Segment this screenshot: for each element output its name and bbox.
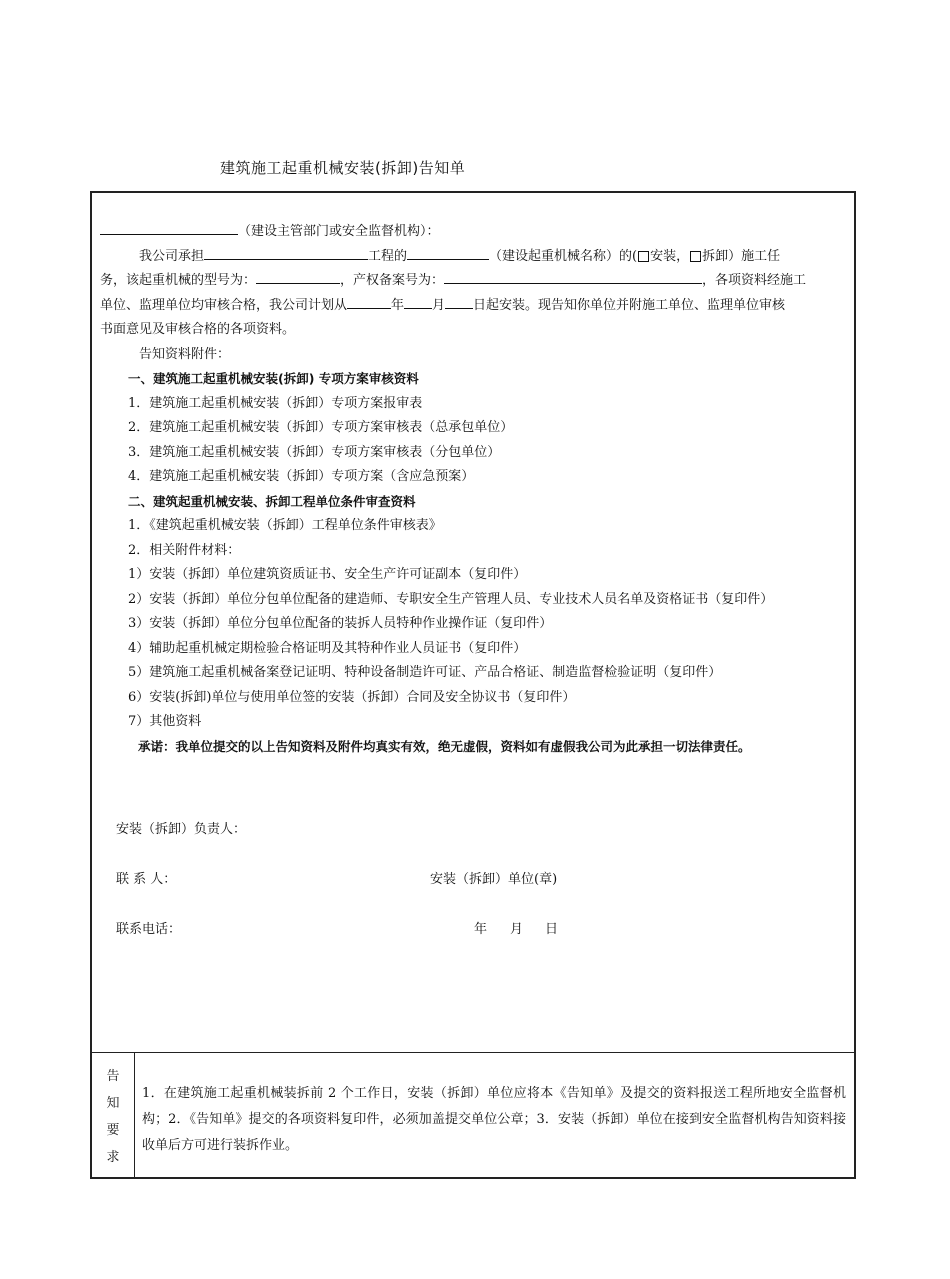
- promise-statement: 承诺：我单位提交的以上告知资料及附件均真实有效，绝无虚假，资料如有虚假我公司为此承担一切法律责任。: [138, 738, 751, 754]
- form-title: 建筑施工起重机械安装(拆卸)告知单: [220, 159, 466, 177]
- phone-label: 联系电话：: [116, 922, 182, 937]
- sign-day-label: 日: [545, 922, 559, 937]
- remove-checkbox[interactable]: [690, 251, 701, 262]
- section2-heading: 二、建筑起重机械安装、拆卸工程单位条件审查资料: [128, 493, 416, 509]
- label-char: 求: [106, 1150, 120, 1165]
- list-item: 2．建筑施工起重机械安装（拆卸）专项方案审核表（总承包单位）: [128, 420, 514, 435]
- notice-requirements-section: [92, 1053, 854, 1177]
- intro-line-1: [100, 245, 846, 270]
- section1-heading: 一、建筑施工起重机械安装(拆卸) 专项方案审核资料: [128, 371, 419, 386]
- month-field[interactable]: [404, 294, 432, 309]
- install-checkbox[interactable]: [638, 251, 649, 262]
- intro-text: 日起安装。现告知你单位并附施工单位、监理单位审核: [473, 297, 786, 313]
- addressee-line: [100, 220, 846, 245]
- intro-text: 单位、监理单位均审核合格，我公司计划从: [100, 297, 348, 313]
- list-item: 3）安装（拆卸）单位分包单位配备的装拆人员特种作业操作证（复印件）: [128, 616, 553, 631]
- remove-label: 拆卸）施工任: [702, 248, 781, 264]
- contact-person-label: 联 系 人：: [116, 872, 177, 887]
- authority-name-field[interactable]: [100, 220, 238, 235]
- year-field[interactable]: [347, 294, 391, 309]
- attachments-label: 告知资料附件：: [139, 346, 231, 362]
- list-item: 4．建筑施工起重机械安装（拆卸）专项方案（含应急预案）: [128, 469, 475, 484]
- intro-text: （建设起重机械名称）的(: [489, 248, 638, 264]
- list-item: 1．建筑施工起重机械安装（拆卸）专项方案报审表: [128, 395, 423, 411]
- list-item: 7）其他资料: [128, 714, 202, 729]
- form-body: [100, 220, 846, 759]
- sign-month-label: 月: [510, 922, 524, 937]
- intro-line-2: [100, 269, 846, 294]
- list-item: 6）安装(拆卸)单位与使用单位签的安装（拆卸）合同及安全协议书（复印件）: [128, 689, 576, 705]
- intro-text: ，产权备案号为：: [340, 273, 445, 288]
- list-item: 3．建筑施工起重机械安装（拆卸）专项方案审核表（分包单位）: [128, 444, 501, 460]
- notice-form: [90, 191, 856, 1179]
- intro-text: ，各项资料经施工: [702, 273, 807, 288]
- unit-seal-label: 安装（拆卸）单位(章): [430, 872, 558, 887]
- list-item: 1）安装（拆卸）单位建筑资质证书、安全生产许可证副本（复印件）: [128, 567, 527, 582]
- intro-text: 务，该起重机械的型号为：: [100, 273, 257, 288]
- intro-line-3: [100, 294, 846, 319]
- model-number-field[interactable]: [256, 269, 340, 284]
- label-char: 告: [106, 1069, 120, 1084]
- list-item: 2）安装（拆卸）单位分包单位配备的建造师、专职安全生产管理人员、专业技术人员名单及资格证书（复印件）: [128, 591, 774, 607]
- list-item: 2．相关附件材料：: [128, 542, 241, 558]
- intro-line-4: 书面意见及审核合格的各项资料。: [100, 322, 296, 337]
- day-field[interactable]: [445, 294, 473, 309]
- label-char: 要: [106, 1123, 120, 1138]
- project-name-field[interactable]: [204, 245, 368, 260]
- list-item: 4）辅助起重机械定期检验合格证明及其特种作业人员证书（复印件）: [128, 640, 527, 656]
- list-item: 5）建筑施工起重机械备案登记证明、特种设备制造许可证、产品合格证、制造监督检验证明（复印件）: [128, 665, 722, 680]
- intro-text: 工程的: [368, 248, 408, 264]
- registration-number-field[interactable]: [444, 269, 702, 284]
- notice-requirements-label: [92, 1053, 135, 1177]
- intro-text: 我公司承担: [139, 248, 205, 264]
- month-label: 月: [432, 297, 446, 313]
- responsible-person-label: 安装（拆卸）负责人：: [116, 822, 247, 837]
- addressee-suffix: （建设主管部门或安全监督机构）：: [238, 224, 440, 239]
- list-item: 1．《建筑起重机械安装（拆卸）工程单位条件审核表》: [128, 518, 442, 533]
- notice-requirements-text: 1．在建筑施工起重机械装拆前 2 个工作日，安装（拆卸）单位应将本《告知单》及提交的资料报送工程所地安全监督机构；2．《告知单》提交的各项资料复印件，必须加盖提交单位公章；3．安装（拆卸）单位在接到安全监督机构告知资料接收单后方可进行装拆作业。: [142, 1086, 846, 1153]
- install-label: 安装，: [650, 248, 690, 264]
- machine-name-field[interactable]: [407, 245, 489, 260]
- year-label: 年: [391, 297, 405, 313]
- sign-year-label: 年: [474, 922, 488, 937]
- form-main-section: [92, 193, 854, 1053]
- label-char: 知: [106, 1096, 120, 1111]
